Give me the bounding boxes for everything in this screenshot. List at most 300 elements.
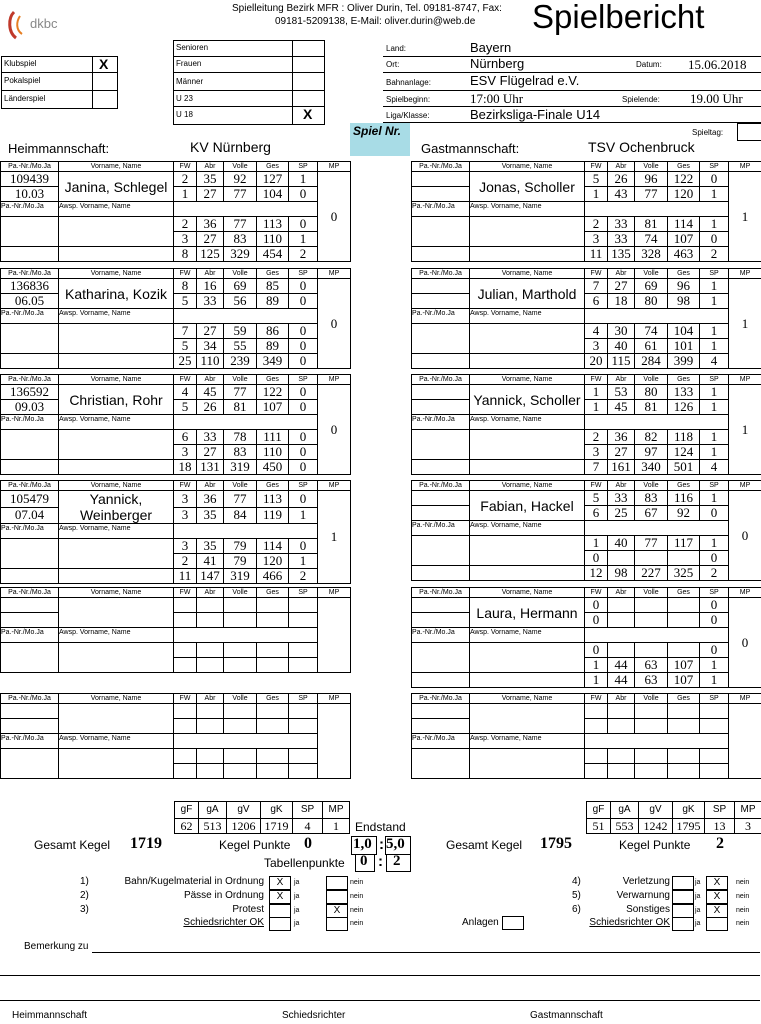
score-cell[interactable]: 80 <box>635 294 668 309</box>
player-name[interactable]: Janina, Schlegel <box>59 172 174 202</box>
page-title: Spielbericht <box>532 0 705 35</box>
score-cell[interactable]: 107 <box>668 658 700 673</box>
score-cell[interactable]: 63 <box>635 658 668 673</box>
score-cell[interactable]: 0 <box>289 385 318 400</box>
sub-name[interactable] <box>470 643 585 673</box>
sub-pass[interactable] <box>412 536 470 566</box>
sub-pass[interactable] <box>1 430 59 460</box>
score-cell[interactable]: 0 <box>700 598 729 613</box>
col-header-pass: Pa.-Nr./Mo.Ja <box>1 162 59 172</box>
score-cell[interactable]: 34 <box>197 339 224 354</box>
col-header-sp: SP <box>289 481 318 491</box>
score-cell[interactable]: 122 <box>668 172 700 187</box>
spieltag-field[interactable] <box>737 123 761 141</box>
check-nein-word: nein <box>350 907 364 914</box>
game-type-klubspiel-mark[interactable]: X <box>99 56 109 72</box>
score-cell[interactable]: 5 <box>174 400 197 415</box>
birth-month-year[interactable]: 09.03 <box>1 400 59 415</box>
score-cell[interactable]: 126 <box>668 400 700 415</box>
pass-number[interactable]: 136592 <box>1 385 59 400</box>
score-cell[interactable]: 25 <box>608 506 635 521</box>
player-name[interactable] <box>470 704 585 734</box>
check-ja-box[interactable] <box>269 917 291 931</box>
pass-number[interactable] <box>412 172 470 187</box>
pass-number[interactable] <box>1 704 59 719</box>
score-cell[interactable]: 113 <box>257 491 289 508</box>
match-points[interactable]: 0 <box>318 172 351 262</box>
score-cell[interactable]: 1 <box>700 339 729 354</box>
col-header-fw: FW <box>585 375 608 385</box>
score-cell[interactable]: 53 <box>608 385 635 400</box>
score-cell[interactable]: 83 <box>224 445 257 460</box>
check-nein-box[interactable]: X <box>706 904 728 918</box>
sub-name[interactable] <box>59 749 174 779</box>
check-nein-box[interactable]: X <box>706 890 728 904</box>
check-nein-box[interactable] <box>326 876 348 890</box>
score-cell[interactable] <box>608 598 635 613</box>
totals-header: gA <box>611 802 639 819</box>
score-cell[interactable]: 35 <box>197 507 224 524</box>
score-cell[interactable]: 26 <box>608 172 635 187</box>
player-name[interactable]: Christian, Rohr <box>59 385 174 415</box>
birth-month-year[interactable]: 06.05 <box>1 294 59 309</box>
sub-name[interactable] <box>470 217 585 247</box>
score-cell[interactable]: 69 <box>635 279 668 294</box>
score-cell[interactable] <box>635 613 668 628</box>
score-cell[interactable]: 7 <box>585 279 608 294</box>
score-cell[interactable]: 33 <box>197 430 224 445</box>
sub-name[interactable] <box>59 217 174 247</box>
score-cell[interactable]: 1 <box>585 400 608 415</box>
score-cell[interactable]: 74 <box>635 232 668 247</box>
signature-referee: Schiedsrichter <box>282 1010 346 1021</box>
sub-name[interactable] <box>470 536 585 566</box>
away-player-block <box>411 480 761 581</box>
player-name[interactable]: Laura, Hermann <box>470 598 585 628</box>
score-cell[interactable]: 3 <box>174 491 197 508</box>
score-cell[interactable]: 2 <box>585 217 608 232</box>
match-points[interactable] <box>318 598 351 673</box>
score-cell[interactable]: 80 <box>635 385 668 400</box>
score-cell[interactable]: 107 <box>668 232 700 247</box>
check-nein-box[interactable] <box>326 890 348 904</box>
score-cell[interactable]: 107 <box>257 400 289 415</box>
sub-pass[interactable] <box>412 430 470 460</box>
pass-number[interactable]: 136836 <box>1 279 59 294</box>
score-cell[interactable]: 120 <box>257 554 289 569</box>
totals-value: 553 <box>611 819 639 834</box>
score-cell[interactable]: 6 <box>585 294 608 309</box>
score-cell[interactable]: 89 <box>257 339 289 354</box>
check-ja-box[interactable] <box>672 917 694 931</box>
match-points[interactable]: 1 <box>729 172 761 262</box>
score-cell[interactable]: 111 <box>257 430 289 445</box>
score-cell[interactable]: 2 <box>585 430 608 445</box>
score-cell[interactable]: 77 <box>224 385 257 400</box>
score-cell[interactable]: 79 <box>224 539 257 554</box>
score-cell[interactable]: 101 <box>668 339 700 354</box>
score-cell[interactable]: 27 <box>608 279 635 294</box>
score-cell[interactable]: 114 <box>257 539 289 554</box>
score-cell[interactable]: 79 <box>224 554 257 569</box>
score-cell[interactable]: 3 <box>585 339 608 354</box>
score-cell[interactable]: 1 <box>289 232 318 247</box>
score-cell[interactable]: 5 <box>174 339 197 354</box>
score-cell[interactable]: 113 <box>257 217 289 232</box>
score-cell[interactable] <box>668 598 700 613</box>
score-cell[interactable]: 0 <box>700 613 729 628</box>
pass-number[interactable] <box>412 279 470 294</box>
score-cell[interactable]: 133 <box>668 385 700 400</box>
birth-month-year[interactable] <box>412 400 470 415</box>
score-cell[interactable]: 81 <box>635 400 668 415</box>
player-name[interactable]: Jonas, Scholler <box>470 172 585 202</box>
score-cell[interactable] <box>635 643 668 658</box>
score-cell[interactable]: 40 <box>608 536 635 551</box>
total-spacer <box>1 354 59 369</box>
score-cell[interactable]: 1 <box>700 294 729 309</box>
score-cell[interactable]: 26 <box>197 400 224 415</box>
score-cell[interactable]: 0 <box>289 187 318 202</box>
sub-pass[interactable] <box>1 539 59 569</box>
pass-number[interactable] <box>412 598 470 613</box>
check-nein-box[interactable]: X <box>326 904 348 918</box>
col-header-name: Vorname, Name <box>59 375 174 385</box>
score-cell[interactable]: 0 <box>700 232 729 247</box>
score-cell[interactable] <box>668 643 700 658</box>
player-name[interactable] <box>59 704 174 734</box>
score-cell[interactable] <box>635 551 668 566</box>
score-cell[interactable]: 92 <box>224 172 257 187</box>
sub-name[interactable] <box>470 430 585 460</box>
score-cell[interactable]: 97 <box>635 445 668 460</box>
check-nein-word: nein <box>350 920 364 927</box>
player-name[interactable] <box>59 598 174 628</box>
score-cell[interactable]: 118 <box>668 430 700 445</box>
score-cell[interactable]: 5 <box>585 172 608 187</box>
score-cell[interactable]: 27 <box>197 232 224 247</box>
col-header-abr: Abr <box>608 481 635 491</box>
score-cell[interactable]: 0 <box>289 445 318 460</box>
score-cell[interactable]: 85 <box>257 279 289 294</box>
score-cell[interactable]: 30 <box>608 324 635 339</box>
sub-pass[interactable] <box>1 643 59 673</box>
score-cell[interactable]: 33 <box>608 217 635 232</box>
birth-month-year[interactable] <box>412 294 470 309</box>
score-cell[interactable]: 41 <box>197 554 224 569</box>
score-cell[interactable]: 35 <box>197 539 224 554</box>
score-cell[interactable]: 1 <box>700 430 729 445</box>
sub-name[interactable] <box>59 430 174 460</box>
score-cell[interactable]: 3 <box>174 232 197 247</box>
score-cell[interactable] <box>668 551 700 566</box>
score-cell[interactable]: 6 <box>174 430 197 445</box>
score-cell[interactable]: 16 <box>197 279 224 294</box>
score-cell[interactable]: 1 <box>700 536 729 551</box>
birth-month-year[interactable] <box>412 719 470 734</box>
check-ja-box[interactable] <box>672 904 694 918</box>
score-cell[interactable]: 4 <box>585 324 608 339</box>
score-cell[interactable]: 3 <box>174 507 197 524</box>
score-cell[interactable]: 1 <box>700 491 729 506</box>
score-cell[interactable]: 1 <box>700 445 729 460</box>
score-cell[interactable]: 1 <box>700 400 729 415</box>
birth-month-year[interactable] <box>1 719 59 734</box>
birth-month-year[interactable] <box>412 613 470 628</box>
score-cell[interactable]: 0 <box>585 598 608 613</box>
score-cell[interactable]: 127 <box>257 172 289 187</box>
score-cell[interactable]: 56 <box>224 294 257 309</box>
score-cell[interactable]: 45 <box>608 400 635 415</box>
check-ja-box[interactable]: X <box>269 890 291 904</box>
col-header-sp: SP <box>289 162 318 172</box>
score-cell[interactable] <box>608 613 635 628</box>
score-cell[interactable]: 35 <box>197 172 224 187</box>
player-name[interactable]: Julian, Marthold <box>470 279 585 309</box>
score-cell[interactable]: 1 <box>700 217 729 232</box>
score-cell[interactable]: 43 <box>608 187 635 202</box>
score-cell[interactable]: 67 <box>635 506 668 521</box>
score-cell[interactable]: 1 <box>585 385 608 400</box>
score-cell[interactable]: 84 <box>224 507 257 524</box>
match-points[interactable]: 0 <box>318 385 351 475</box>
score-cell[interactable]: 6 <box>585 506 608 521</box>
score-cell[interactable]: 1 <box>585 536 608 551</box>
score-cell[interactable]: 3 <box>585 232 608 247</box>
score-cell[interactable]: 117 <box>668 536 700 551</box>
sub-name[interactable] <box>470 324 585 354</box>
sub-pass[interactable] <box>412 324 470 354</box>
score-cell[interactable]: 1 <box>174 187 197 202</box>
score-cell[interactable]: 83 <box>224 232 257 247</box>
score-cell[interactable]: 18 <box>608 294 635 309</box>
score-cell[interactable]: 0 <box>585 551 608 566</box>
pass-number[interactable] <box>412 491 470 506</box>
total-cell: 20 <box>585 354 608 369</box>
sub-pass[interactable] <box>1 749 59 779</box>
score-cell[interactable]: 27 <box>197 324 224 339</box>
check-nein-box[interactable] <box>326 917 348 931</box>
match-points[interactable]: 1 <box>729 279 761 369</box>
score-cell[interactable]: 0 <box>585 613 608 628</box>
score-cell[interactable]: 116 <box>668 491 700 506</box>
score-cell[interactable]: 33 <box>197 294 224 309</box>
score-cell[interactable]: 33 <box>608 491 635 506</box>
score-cell[interactable]: 82 <box>635 430 668 445</box>
score-cell[interactable]: 2 <box>174 217 197 232</box>
check-nein-box[interactable] <box>706 917 728 931</box>
score-cell[interactable]: 0 <box>700 643 729 658</box>
score-cell[interactable]: 1 <box>289 172 318 187</box>
score-cell[interactable]: 1 <box>585 187 608 202</box>
score-cell[interactable]: 0 <box>289 217 318 232</box>
score-cell[interactable]: 1 <box>289 507 318 524</box>
score-cell[interactable]: 74 <box>635 324 668 339</box>
score-cell[interactable]: 96 <box>635 172 668 187</box>
score-cell[interactable]: 0 <box>289 339 318 354</box>
check-ja-box[interactable]: X <box>269 876 291 890</box>
score-cell[interactable]: 27 <box>608 445 635 460</box>
sub-pass[interactable] <box>1 217 59 247</box>
score-cell[interactable]: 0 <box>289 279 318 294</box>
birth-month-year[interactable] <box>1 613 59 628</box>
match-points[interactable]: 1 <box>318 491 351 584</box>
score-cell[interactable]: 119 <box>257 507 289 524</box>
col-header-awsp: Awsp. Vorname, Name <box>59 734 174 749</box>
score-cell[interactable]: 0 <box>289 491 318 508</box>
score-cell[interactable]: 1 <box>700 324 729 339</box>
pass-number[interactable]: 109439 <box>1 172 59 187</box>
score-cell[interactable]: 77 <box>635 536 668 551</box>
score-cell[interactable]: 2 <box>174 172 197 187</box>
score-cell[interactable]: 27 <box>197 445 224 460</box>
score-cell[interactable]: 89 <box>257 294 289 309</box>
score-cell[interactable] <box>668 613 700 628</box>
score-cell[interactable]: 1 <box>700 658 729 673</box>
signature-away: Gastmannschaft <box>530 1010 603 1021</box>
birth-month-year[interactable] <box>412 506 470 521</box>
player-name[interactable]: Katharina, Kozik <box>59 279 174 309</box>
score-cell[interactable]: 0 <box>700 506 729 521</box>
match-points[interactable] <box>318 704 351 779</box>
sub-pass[interactable] <box>1 324 59 354</box>
score-cell[interactable]: 77 <box>224 491 257 508</box>
score-cell[interactable]: 104 <box>668 324 700 339</box>
sub-name[interactable] <box>59 324 174 354</box>
score-cell[interactable]: 81 <box>635 217 668 232</box>
sub-pass[interactable] <box>412 749 470 779</box>
match-points[interactable]: 0 <box>729 491 761 581</box>
score-cell[interactable]: 36 <box>197 217 224 232</box>
match-points[interactable]: 1 <box>729 385 761 475</box>
score-cell[interactable]: 55 <box>224 339 257 354</box>
check-ja-box[interactable] <box>672 876 694 890</box>
score-cell[interactable]: 1 <box>700 279 729 294</box>
spielende-label: Spielende: <box>622 95 660 104</box>
score-cell[interactable]: 45 <box>197 385 224 400</box>
check-nein-word: nein <box>736 879 750 886</box>
score-cell[interactable]: 110 <box>257 445 289 460</box>
score-cell[interactable]: 1 <box>585 658 608 673</box>
score-cell[interactable]: 1 <box>700 187 729 202</box>
birth-month-year[interactable]: 07.04 <box>1 507 59 524</box>
score-cell[interactable]: 0 <box>289 294 318 309</box>
sub-name[interactable] <box>59 643 174 673</box>
score-cell[interactable]: 83 <box>635 491 668 506</box>
score-cell[interactable]: 110 <box>257 232 289 247</box>
birth-month-year[interactable] <box>412 187 470 202</box>
score-cell[interactable]: 36 <box>608 430 635 445</box>
player-name[interactable]: Fabian, Hackel <box>470 491 585 521</box>
score-cell[interactable]: 98 <box>668 294 700 309</box>
score-cell[interactable]: 1 <box>700 385 729 400</box>
score-cell[interactable] <box>608 551 635 566</box>
sub-pass[interactable] <box>412 643 470 673</box>
col-header-mp: MP <box>729 694 761 704</box>
score-cell[interactable]: 0 <box>289 400 318 415</box>
score-cell[interactable]: 124 <box>668 445 700 460</box>
sub-name[interactable] <box>59 539 174 569</box>
score-cell[interactable]: 27 <box>197 187 224 202</box>
pass-number[interactable] <box>412 385 470 400</box>
score-cell[interactable]: 0 <box>700 172 729 187</box>
score-cell[interactable]: 3 <box>585 445 608 460</box>
score-cell[interactable]: 0 <box>289 539 318 554</box>
col-header-awsp: Awsp. Vorname, Name <box>470 628 585 643</box>
score-cell[interactable]: 77 <box>224 187 257 202</box>
score-cell[interactable]: 78 <box>224 430 257 445</box>
score-cell[interactable]: 96 <box>668 279 700 294</box>
check-ja-box[interactable] <box>269 904 291 918</box>
check-nein-box[interactable]: X <box>706 876 728 890</box>
score-cell[interactable]: 44 <box>608 658 635 673</box>
match-points[interactable] <box>729 704 761 779</box>
score-cell[interactable]: 1 <box>289 554 318 569</box>
score-cell[interactable]: 59 <box>224 324 257 339</box>
score-cell[interactable]: 81 <box>224 400 257 415</box>
sub-name[interactable] <box>470 749 585 779</box>
player-name[interactable]: Yannick, Scholler <box>470 385 585 415</box>
col-header-volle: Volle <box>635 375 668 385</box>
score-cell[interactable]: 2 <box>174 554 197 569</box>
score-cell[interactable]: 3 <box>174 539 197 554</box>
totals-value: 1242 <box>639 819 673 834</box>
score-cell[interactable]: 77 <box>635 187 668 202</box>
score-cell[interactable]: 0 <box>585 643 608 658</box>
birth-month-year[interactable]: 10.03 <box>1 187 59 202</box>
pass-number[interactable] <box>412 704 470 719</box>
score-cell[interactable]: 33 <box>608 232 635 247</box>
check-label: Verwarnung <box>616 890 670 901</box>
score-cell[interactable] <box>635 598 668 613</box>
category-u18-mark[interactable]: X <box>303 106 313 122</box>
score-cell[interactable]: 104 <box>257 187 289 202</box>
score-cell[interactable]: 5 <box>585 491 608 506</box>
check-ja-box[interactable] <box>672 890 694 904</box>
score-cell[interactable]: 36 <box>197 491 224 508</box>
score-cell[interactable]: 0 <box>289 430 318 445</box>
col-header-pass: Pa.-Nr./Mo.Ja <box>412 694 470 704</box>
score-cell[interactable] <box>608 643 635 658</box>
score-cell[interactable]: 4 <box>174 385 197 400</box>
match-points[interactable]: 0 <box>318 279 351 369</box>
player-name[interactable]: Yannick, Weinberger <box>59 491 174 524</box>
score-cell[interactable]: 0 <box>289 324 318 339</box>
score-cell[interactable]: 8 <box>174 279 197 294</box>
score-cell[interactable]: 120 <box>668 187 700 202</box>
score-cell[interactable]: 92 <box>668 506 700 521</box>
sub-pass[interactable] <box>412 217 470 247</box>
score-cell[interactable]: 69 <box>224 279 257 294</box>
col-header-ges: Ges <box>668 694 700 704</box>
score-cell[interactable]: 40 <box>608 339 635 354</box>
spacer-cell <box>174 202 318 217</box>
score-cell[interactable]: 3 <box>174 445 197 460</box>
score-cell[interactable]: 5 <box>174 294 197 309</box>
pass-number[interactable] <box>1 598 59 613</box>
score-cell[interactable]: 7 <box>174 324 197 339</box>
pass-number[interactable]: 105479 <box>1 491 59 508</box>
score-cell[interactable]: 114 <box>668 217 700 232</box>
score-cell[interactable]: 61 <box>635 339 668 354</box>
match-points[interactable]: 0 <box>729 598 761 688</box>
score-cell[interactable]: 86 <box>257 324 289 339</box>
anlagen-checkbox[interactable] <box>502 916 524 930</box>
col-header-mp: MP <box>318 588 351 598</box>
score-cell[interactable]: 0 <box>700 551 729 566</box>
score-cell[interactable]: 77 <box>224 217 257 232</box>
score-cell[interactable]: 122 <box>257 385 289 400</box>
